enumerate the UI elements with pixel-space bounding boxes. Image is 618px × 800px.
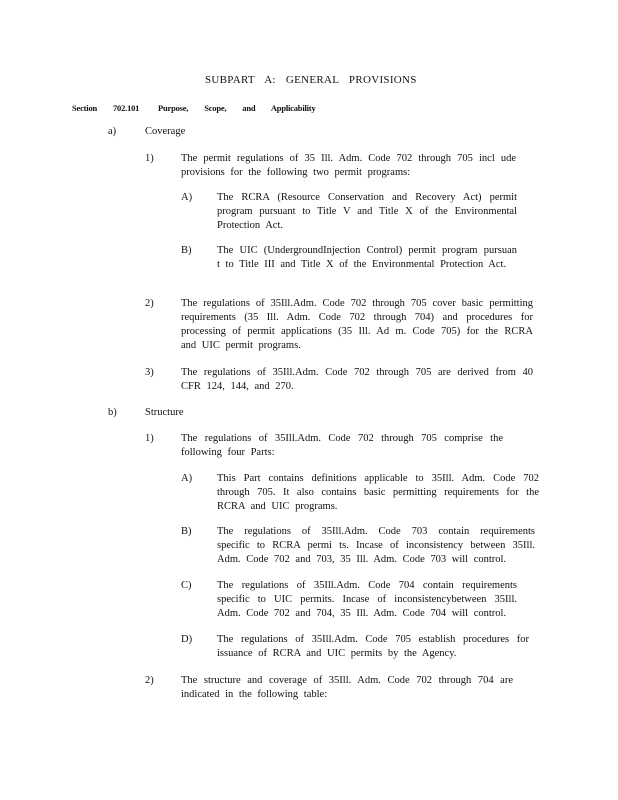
b1B-marker: B) — [181, 526, 192, 537]
section-number: 702.101 — [113, 103, 140, 113]
b1D-text: The regulations of 35Ill.Adm. Code 705 establish procedures for issuance of RCRA and UIC permits by the Agency. — [217, 634, 529, 659]
b1-marker: 1) — [145, 433, 154, 444]
subsection-a-heading: Coverage — [145, 126, 186, 137]
section-label: Section — [72, 103, 98, 113]
a1B-marker: B) — [181, 245, 192, 256]
page-title: SUBPART A: GENERAL PROVISIONS — [205, 74, 417, 86]
b1C-text: The regulations of 35Ill.Adm. Code 704 contain requirements specific to UIC permits. Incase of inconsistencybetween 35Ill. Adm. Code 702 and 704, 35 Ill. Adm. Code 704 will control. — [217, 580, 517, 619]
a3-marker: 3) — [145, 367, 154, 378]
b2-text: The structure and coverage of 35Ill. Adm. Code 702 through 704 are indicated in the following table: — [181, 675, 513, 700]
b2-marker: 2) — [145, 675, 154, 686]
b1C-marker: C) — [181, 580, 192, 591]
b1B-text: The regulations of 35Ill.Adm. Code 703 contain requirements specific to RCRA permi ts. Incase of inconsistency between 35Ill. Adm. Code 702 and 703, 35 Ill. Adm. Code 703 will control. — [217, 526, 535, 565]
a1-marker: 1) — [145, 153, 154, 164]
subsection-b-heading: Structure — [145, 407, 184, 418]
subsection-a-marker: a) — [108, 126, 117, 137]
a1A-text: The RCRA (Resource Conservation and Recovery Act) permit program pursuant to Title V and Title X of the Environmental Protection Act. — [217, 192, 517, 231]
a2-text: The regulations of 35Ill.Adm. Code 702 through 705 cover basic permitting requirements (35 Ill. Adm. Code 702 through 704) and procedures for processing of permit applications (35 Ill. Ad m. Code 705) for the RCRA and UIC permit programs. — [181, 298, 533, 351]
a2-marker: 2) — [145, 298, 154, 309]
a1B-text: The UIC (UndergroundInjection Control) permit program pursuan t to Title III and Title X of the Environmental Protection Act. — [217, 245, 517, 270]
a3-text: The regulations of 35Ill.Adm. Code 702 through 705 are derived from 40 CFR 124, 144, and 270. — [181, 367, 533, 392]
b1A-marker: A) — [181, 473, 193, 484]
b1-text: The regulations of 35Ill.Adm. Code 702 through 705 comprise the following four Parts: — [181, 433, 503, 458]
b1D-marker: D) — [181, 634, 193, 645]
a1-text: The permit regulations of 35 Ill. Adm. Code 702 through 705 incl ude provisions for the following two permit programs: — [181, 153, 516, 178]
subsection-b-marker: b) — [108, 407, 117, 418]
section-heading: Purpose, Scope, and Applicability — [158, 103, 316, 113]
a1A-marker: A) — [181, 192, 193, 203]
b1A-text: This Part contains definitions applicable to 35Ill. Adm. Code 702 through 705. It also contains basic permitting requirements for the RCRA and UIC programs. — [217, 473, 539, 512]
